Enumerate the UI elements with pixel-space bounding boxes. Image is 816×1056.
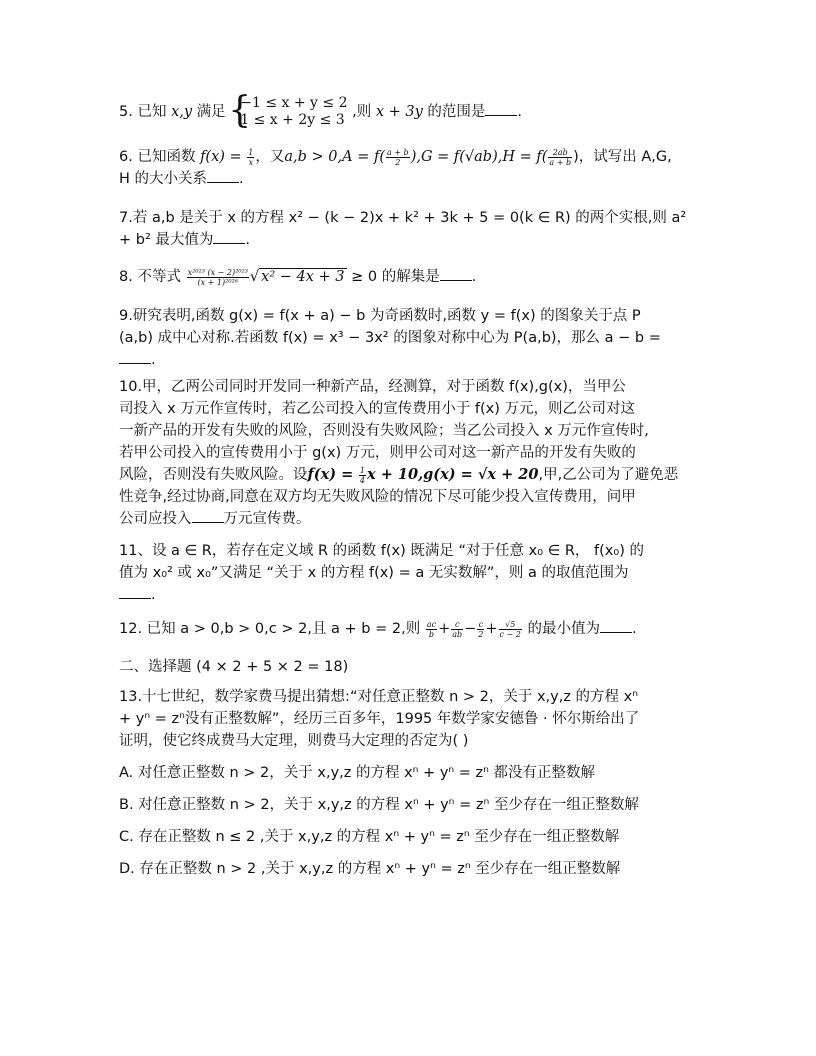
question-11 (119, 540, 709, 606)
q6-cond: a,b > 0,A = f( (284, 149, 385, 165)
question-8 (119, 266, 709, 288)
q12-fraction-1 (426, 620, 437, 639)
q6-end: . (239, 171, 244, 187)
question-7 (119, 207, 709, 251)
q7-line1: 7.若 a,b 是关于 x 的方程 x² − (k − 2)x + k² + 3k + 5 = 0(k ∈ R) 的两个实根,则 a² (119, 210, 687, 226)
q10-f-def: f(x) = (307, 466, 354, 483)
q12-f1-den: b (428, 629, 435, 639)
q10-line7-a: 公司应投入 (119, 511, 192, 527)
q13-option-a-text: A. 对任意正整数 n > 2，关于 x,y,z 的方程 xⁿ + yⁿ = zⁿ 都没有正整数解 (119, 765, 596, 781)
q10-line2: 司投入 x 万元作宣传时，若乙公司投入的宣传费用小于 f(x) 万元，则乙公司对这 (119, 401, 636, 417)
question-10-line5 (119, 464, 709, 486)
q13-line1: 13.十七世纪，数学家费马提出猜想:“对任意正整数 n > 2，关于 x,y,z 的方程 xⁿ (119, 689, 639, 705)
q6-f-num: 1 (248, 147, 254, 157)
q5-prefix: 5. 已知 (119, 104, 167, 120)
question-6-line2 (119, 168, 709, 190)
q5-mid: 满足 (196, 104, 226, 120)
q11-end: . (151, 587, 156, 603)
q9-line2: (a,b) 成中心对称.若函数 f(x) = x³ − 3x² 的图象对称中心为 P(a,b)，那么 a − b = (119, 330, 661, 346)
q12-answer-blank[interactable] (600, 618, 632, 633)
question-6 (119, 146, 709, 190)
q11-line2: 值为 x₀² 或 x₀”又满足 “关于 x 的方程 f(x) = a 无实数解”，则 a 的取值范围为 (119, 565, 629, 581)
question-5 (119, 90, 709, 131)
q12-f2-den: ab (452, 629, 463, 639)
q13-option-c-text: C. 存在正整数 n ≤ 2 ,关于 x,y,z 的方程 xⁿ + yⁿ = zⁿ 至少存在一组正整数解 (119, 829, 620, 845)
q5-expr: x + 3y (375, 104, 423, 120)
section-2-title: 二、选择题 (4 × 2 + 5 × 2 = 18) (119, 659, 349, 675)
q13-line2: + yⁿ = zⁿ没有正整数解”，经历三百多年，1995 年数学家安德鲁 · 怀尔斯给出了 (119, 711, 640, 727)
question-8-line (119, 266, 709, 288)
question-10-line7 (119, 508, 709, 530)
q12-fraction-4 (499, 620, 522, 639)
q5-brace: { (228, 90, 252, 131)
q10-line5-c: ,甲,乙公司为了避免恶 (538, 467, 679, 483)
q8-suffix: ≥ 0 的解集是 (351, 269, 440, 285)
question-6-line1 (119, 146, 709, 168)
q12-suffix: 的最小值为 (527, 621, 600, 637)
question-12-line (119, 618, 709, 640)
q6-f-def: f(x) = (200, 149, 242, 165)
q11-answer-blank[interactable] (119, 584, 151, 599)
question-11-line3 (119, 584, 709, 606)
q5-suffix-a: ,则 (352, 104, 372, 120)
q13-option-c[interactable] (119, 826, 709, 848)
q6-mid: ，又 (255, 149, 285, 165)
question-5-line (119, 90, 709, 131)
q8-end: . (471, 269, 477, 285)
q5-vars: x,y (171, 104, 193, 120)
q12-fraction-2 (451, 620, 463, 639)
q12-f2-num: c (451, 620, 463, 630)
q13-option-a[interactable] (119, 762, 709, 784)
q8-prefix: 8. 不等式 (119, 269, 181, 285)
q6-f-fraction (247, 148, 254, 167)
q12-f4-num: √5 (499, 620, 522, 630)
q8-answer-blank[interactable] (440, 266, 472, 281)
q12-plus-2: + (485, 621, 498, 637)
question-13 (119, 686, 709, 752)
q12-f3-num: c (478, 619, 484, 629)
q6-a-den: 2 (395, 157, 401, 167)
q5-suffix-b: 的范围是 (427, 104, 486, 120)
q10-line1: 10.甲，乙两公司同时开发同一种新产品，经测算，对于函数 f(x),g(x)，当甲公 (119, 379, 626, 395)
q12-plus-1: + (438, 621, 451, 637)
q13-option-d[interactable] (119, 858, 709, 880)
question-12 (119, 618, 709, 640)
q10-answer-blank[interactable] (192, 508, 224, 523)
q8-num: x²⁰²³ (x − 2)²⁰²³ (187, 267, 248, 277)
q8-root: x² − 4x + 3 (261, 269, 345, 285)
q5-inequality-system (228, 90, 348, 131)
q6-line2: H 的大小关系 (119, 171, 208, 187)
q10-line6: 性竞争,经过协商,同意在双方均无失败风险的情况下尽可能少投入宣传费用，问甲 (119, 489, 636, 505)
q13-option-b[interactable] (119, 794, 709, 816)
q10-line5-a: 风险，否则没有失败风险。设 (119, 467, 308, 483)
q8-radical: √ x² − 4x + 3 (249, 269, 345, 285)
q6-a-fraction (386, 148, 410, 167)
q12-prefix: 12. 已知 a > 0,b > 0,c > 2,且 a + b = 2,则 (119, 621, 421, 637)
q10-frac-num: 1 (359, 465, 366, 475)
q12-f1-num: ac (426, 619, 437, 629)
q10-functions: x + 10,g(x) = √x + 20 (367, 466, 539, 483)
q10-fraction (359, 466, 366, 485)
q10-line4: 若甲公司投入的宣传费用小于 g(x) 万元，则甲公司对这一新产品的开发有失败的 (119, 445, 636, 461)
q12-f4-den: c − 2 (499, 629, 521, 639)
q7-line2: + b² 最大值为 (119, 232, 214, 248)
q6-h-num: 2ab (548, 148, 572, 158)
question-9 (119, 305, 709, 371)
q6-tail: )，试写出 A,G, (573, 149, 672, 165)
q6-h-fraction (548, 148, 572, 167)
q7-end: . (245, 232, 250, 248)
q6-prefix: 6. 已知函数 (119, 149, 196, 165)
q6-answer-blank[interactable] (207, 168, 239, 183)
q6-a-num: a + b (387, 147, 409, 157)
q6-f-den: x (248, 157, 254, 167)
q5-row2: 1 ≤ x + 2y ≤ 3 (240, 112, 345, 128)
q10-line7-b: 万元宣传费。 (223, 511, 311, 527)
q11-line1: 11、设 a ∈ R，若存在定义域 R 的函数 f(x) 既满足 “对于任意 x₀ ∈ R， f(x₀) 的 (119, 543, 644, 559)
q9-line1: 9.研究表明,函数 g(x) = f(x + a) − b 为奇函数时,函数 y = f(x) 的图象关于点 P (119, 308, 641, 324)
q12-minus: − (464, 621, 477, 637)
q7-answer-blank[interactable] (213, 229, 245, 244)
section-heading (119, 656, 709, 678)
q6-g-part: ),G = f(√ab),H = f( (410, 149, 548, 165)
q13-line3: 证明，使它终成费马大定理，则费马大定理的否定为( ) (119, 733, 469, 749)
q5-end: . (517, 104, 523, 120)
q12-fraction-3 (477, 620, 484, 639)
q12-end: . (632, 621, 637, 637)
q9-answer-blank[interactable] (119, 349, 151, 364)
question-10 (119, 376, 709, 530)
q10-frac-den: 4 (359, 475, 366, 485)
q9-end: . (151, 352, 156, 368)
q5-row1: −1 ≤ x + y ≤ 2 (240, 95, 348, 111)
q8-fraction (187, 268, 249, 287)
q13-option-b-text: B. 对任意正整数 n > 2，关于 x,y,z 的方程 xⁿ + yⁿ = zⁿ 至少存在一组正整数解 (119, 797, 639, 813)
q12-f3-den: 2 (478, 629, 484, 639)
q5-answer-blank[interactable] (485, 101, 517, 116)
q6-h-den: a + b (549, 157, 572, 167)
question-9-line3 (119, 349, 709, 371)
question-7-line2 (119, 229, 709, 251)
q13-option-d-text: D. 存在正整数 n > 2 ,关于 x,y,z 的方程 xⁿ + yⁿ = zⁿ 至少存在一组正整数解 (119, 861, 621, 877)
q10-line3: 一新产品的开发有失败的风险，否则没有失败风险；当乙公司投入 x 万元作宣传时, (119, 423, 649, 439)
q8-den: (x + 1)²⁰²⁶ (197, 277, 238, 287)
